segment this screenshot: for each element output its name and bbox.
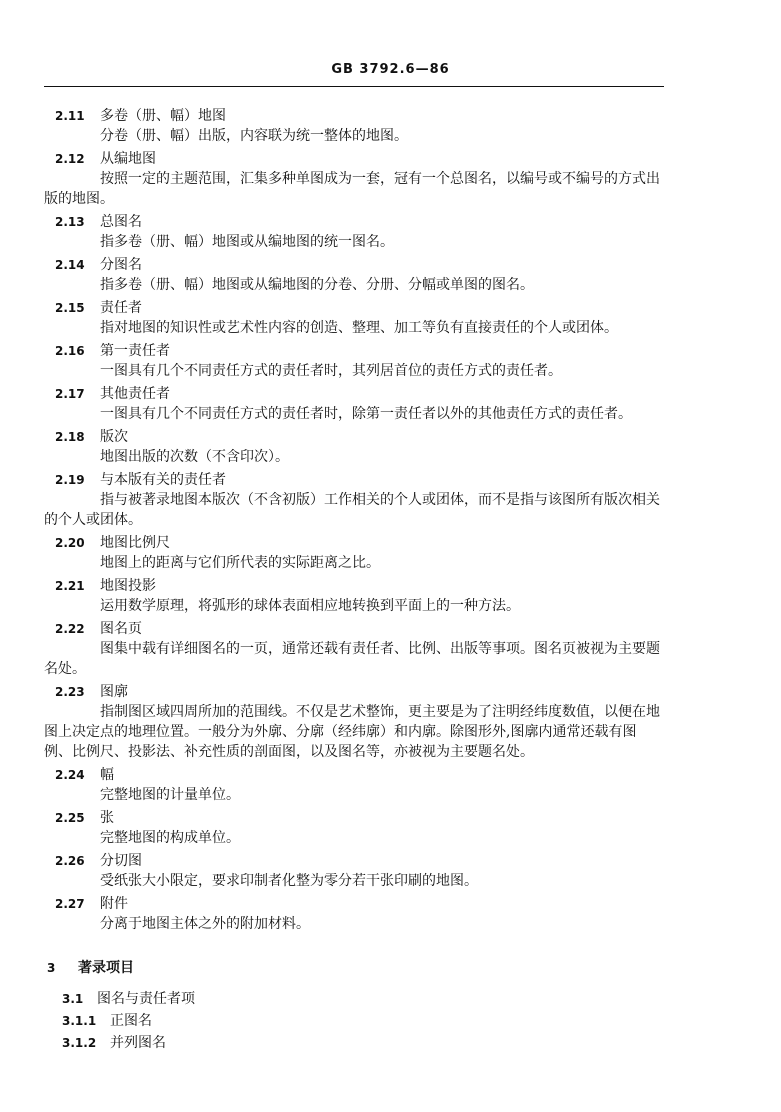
clause-number: 2.25 <box>55 811 85 825</box>
clause-number: 2.27 <box>55 897 85 911</box>
definition-entry <box>0 765 781 808</box>
header-rule <box>44 86 664 87</box>
clause-number: 2.19 <box>55 473 85 487</box>
term-definition: 指制图区域四周所加的范围线。不仅是艺术整饰，更主要是为了注明经纬度数值，以便在地图上决定点的地理位置。一般分为外廓、分廓（经纬廓）和内廓。除图形外,图廓内通常还载有图例、比例尺、投影法、补充性质的剖面图，以及图名等，亦被视为主要题名处。 <box>44 704 660 760</box>
clause-number: 2.15 <box>55 301 85 315</box>
document-body <box>0 106 781 1054</box>
clause-number: 2.12 <box>55 152 85 166</box>
term-definition: 指对地图的知识性或艺术性内容的创造、整理、加工等负有直接责任的个人或团体。 <box>100 320 618 336</box>
definition-entry <box>0 470 781 533</box>
term-title: 张 <box>100 810 114 826</box>
term-definition: 完整地图的构成单位。 <box>100 830 240 846</box>
term-definition: 分离于地图主体之外的附加材料。 <box>100 916 310 932</box>
section-title: 著录项目 <box>78 960 134 976</box>
term-line <box>0 106 781 126</box>
subsection-item <box>0 1032 781 1054</box>
subsection-title: 图名与责任者项 <box>97 991 195 1007</box>
clause-number: 2.18 <box>55 430 85 444</box>
term-title: 地图投影 <box>100 578 156 594</box>
definition-entry <box>0 212 781 255</box>
term-definition: 图集中载有详细图名的一页，通常还载有责任者、比例、出版等事项。图名页被视为主要题名处。 <box>44 641 660 677</box>
definition-entry <box>0 384 781 427</box>
term-line <box>0 427 781 447</box>
term-title: 版次 <box>100 429 128 445</box>
subsection-item <box>0 1010 781 1032</box>
term-line <box>0 212 781 232</box>
term-title: 图名页 <box>100 621 142 637</box>
term-title: 附件 <box>100 896 128 912</box>
definition-entry <box>0 851 781 894</box>
definition-entry <box>0 298 781 341</box>
term-definition: 地图上的距离与它们所代表的实际距离之比。 <box>100 555 380 571</box>
section-heading <box>0 958 781 978</box>
term-line <box>0 894 781 914</box>
term-definition: 指多卷（册、幅）地图或从编地图的分卷、分册、分幅或单图的图名。 <box>100 277 534 293</box>
term-title: 多卷（册、幅）地图 <box>100 108 226 124</box>
entry-spacer <box>0 934 781 937</box>
term-line <box>0 851 781 871</box>
term-title: 分切图 <box>100 853 142 869</box>
term-title: 第一责任者 <box>100 343 170 359</box>
section-number: 3 <box>47 961 56 975</box>
term-definition: 运用数学原理，将弧形的球体表面相应地转换到平面上的一种方法。 <box>100 598 520 614</box>
definition-entry <box>0 255 781 298</box>
clause-number: 2.11 <box>55 109 85 123</box>
term-title: 与本版有关的责任者 <box>100 472 226 488</box>
term-line <box>0 576 781 596</box>
term-definition: 按照一定的主题范围，汇集多种单图成为一套，冠有一个总图名，以编号或不编号的方式出版的地图。 <box>44 171 660 207</box>
page-header: GB 3792.6—86 <box>331 62 450 77</box>
definition-entry <box>0 533 781 576</box>
clause-number: 2.22 <box>55 622 85 636</box>
clause-number: 2.13 <box>55 215 85 229</box>
subsection-number: 3.1.1 <box>62 1014 97 1028</box>
term-definition: 地图出版的次数（不含印次）。 <box>100 449 289 465</box>
term-definition: 指与被著录地图本版次（不含初版）工作相关的个人或团体，而不是指与该图所有版次相关的个人或团体。 <box>44 492 660 528</box>
term-title: 其他责任者 <box>100 386 170 402</box>
term-line <box>0 255 781 275</box>
term-line <box>0 470 781 490</box>
clause-number: 2.21 <box>55 579 85 593</box>
definition-entry <box>0 576 781 619</box>
term-line <box>0 298 781 318</box>
definition-entry <box>0 149 781 212</box>
term-line <box>0 682 781 702</box>
definition-entry <box>0 894 781 937</box>
term-definition: 受纸张大小限定，要求印制者化整为零分若干张印刷的地图。 <box>100 873 478 889</box>
clause-number: 2.20 <box>55 536 85 550</box>
definition-entry <box>0 106 781 149</box>
term-title: 从编地图 <box>100 151 156 167</box>
term-title: 分图名 <box>100 257 142 273</box>
clause-number: 2.26 <box>55 854 85 868</box>
clause-number: 2.24 <box>55 768 85 782</box>
term-title: 责任者 <box>100 300 142 316</box>
term-title: 总图名 <box>100 214 142 230</box>
clause-number: 2.14 <box>55 258 85 272</box>
term-definition: 完整地图的计量单位。 <box>100 787 240 803</box>
term-definition: 分卷（册、幅）出版，内容联为统一整体的地图。 <box>100 128 408 144</box>
term-line <box>0 149 781 169</box>
definition-entry <box>0 619 781 682</box>
term-line <box>0 533 781 553</box>
clause-number: 2.17 <box>55 387 85 401</box>
subsection-number: 3.1 <box>62 992 84 1006</box>
definition-entry <box>0 341 781 384</box>
term-line <box>0 384 781 404</box>
term-line <box>0 619 781 639</box>
definition-entry <box>0 808 781 851</box>
term-line <box>0 341 781 361</box>
term-definition: 指多卷（册、幅）地图或从编地图的统一图名。 <box>100 234 394 250</box>
subsection-title: 正图名 <box>110 1013 152 1029</box>
definitions-list <box>0 106 781 937</box>
term-title: 幅 <box>100 767 114 783</box>
term-line <box>0 808 781 828</box>
term-definition: 一图具有几个不同责任方式的责任者时，其列居首位的责任方式的责任者。 <box>100 363 562 379</box>
term-title: 图廓 <box>100 684 128 700</box>
definition-entry <box>0 427 781 470</box>
definition-entry <box>0 682 781 765</box>
subsection-number: 3.1.2 <box>62 1036 97 1050</box>
clause-number: 2.23 <box>55 685 85 699</box>
subsection-item <box>0 988 781 1010</box>
clause-number: 2.16 <box>55 344 85 358</box>
term-line <box>0 765 781 785</box>
term-definition: 一图具有几个不同责任方式的责任者时，除第一责任者以外的其他责任方式的责任者。 <box>100 406 632 422</box>
subsection-title: 并列图名 <box>110 1035 166 1051</box>
term-title: 地图比例尺 <box>100 535 170 551</box>
